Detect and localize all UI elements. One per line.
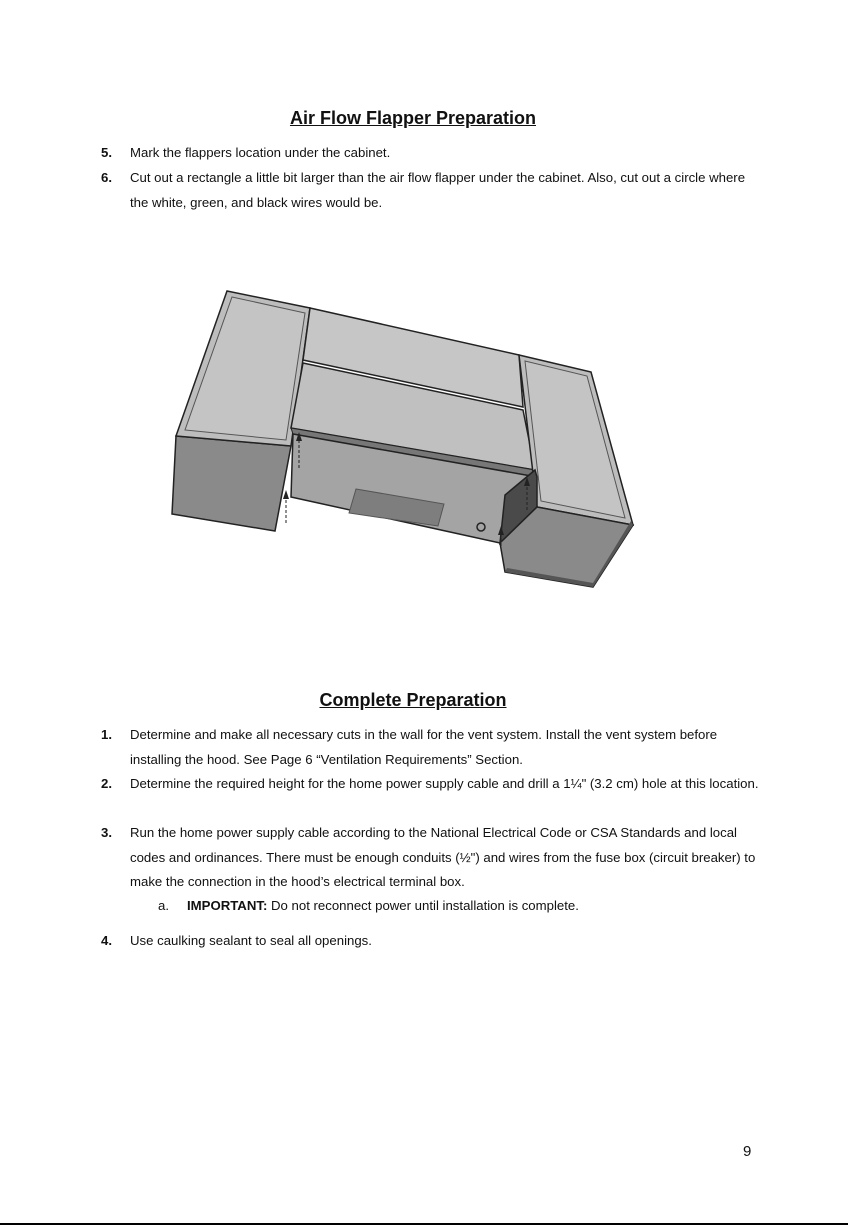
substep-letter: a. (158, 898, 169, 913)
important-label: IMPORTANT: (187, 898, 268, 913)
step-number: 3. (101, 825, 112, 840)
substep-text (187, 894, 767, 919)
step-text: Use caulking sealant to seal all openings. (130, 933, 372, 948)
page-number: 9 (743, 1143, 752, 1160)
section-title-air-flow: Air Flow Flapper Preparation (289, 108, 537, 128)
step-text: Mark the flappers location under the cabinet. (130, 145, 391, 160)
step-number: 1. (101, 727, 112, 742)
section-title-complete: Complete Preparation (319, 690, 507, 710)
step-number: 6. (101, 170, 112, 185)
step-text: Determine the required height for the home power supply cable and drill a 1¼" (3.2 cm) hole at this location. (130, 776, 759, 791)
bottom-rule (0, 1223, 848, 1225)
important-text: Do not reconnect power until installation is complete. (267, 898, 579, 913)
step-text: Determine and make all necessary cuts in the wall for the vent system. Install the vent system before installing the hood. See Page 6 “Ventilation Requirements” Section. (130, 727, 718, 767)
range-hood-illustration (165, 285, 645, 595)
step-text: Cut out a rectangle a little bit larger than the air flow flapper under the cabinet. Also, cut out a circle where the white, green, and black wires would be. (130, 170, 746, 210)
left-block-front (172, 436, 291, 531)
step-text: Run the home power supply cable according to the National Electrical Code or CSA Standards and local codes and ordinances. There must be enough conduits (½") and wires from the fuse box (circuit breaker) to make the connection in the hood’s electrical terminal box. (130, 825, 756, 889)
step-number: 2. (101, 776, 112, 791)
step-number: 4. (101, 933, 112, 948)
step-number: 5. (101, 145, 112, 160)
